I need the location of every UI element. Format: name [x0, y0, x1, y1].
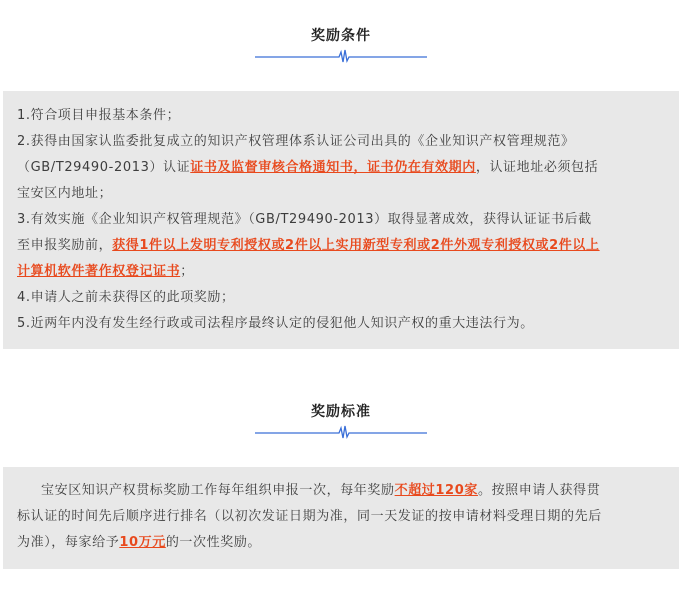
condition-text: （GB/T29490-2013）认证	[17, 160, 191, 175]
section-title-conditions: 奖励条件	[311, 28, 371, 44]
condition-line-1: 1.符合项目申报基本条件；	[17, 108, 181, 123]
conditions-panel	[3, 91, 679, 349]
condition-text: 至申报奖励前，	[17, 238, 113, 253]
condition-line-3	[17, 155, 598, 181]
highlight-text: 10万元	[119, 535, 166, 550]
heartbeat-divider	[255, 425, 427, 441]
highlight-text: 计算机软件著作权登记证书	[17, 264, 181, 279]
section-title-standard: 奖励标准	[311, 404, 371, 420]
condition-line-8: 4.申请人之前未获得区的此项奖励；	[17, 290, 235, 305]
standard-panel	[3, 467, 679, 569]
condition-line-7	[17, 259, 194, 285]
condition-line-9: 5.近两年内没有发生经行政或司法程序最终认定的侵犯他人知识产权的重大违法行为。	[17, 316, 534, 331]
condition-line-6	[17, 233, 600, 259]
condition-text: ；	[180, 264, 194, 279]
standard-text: 宝安区知识产权贯标奖励工作每年组织申报一次，每年奖励	[41, 483, 395, 498]
condition-line-2: 2.获得由国家认监委批复成立的知识产权管理体系认证公司出具的《企业知识产权管理规范》	[17, 134, 575, 149]
highlight-text: 证书及监督审核合格通知书，证书仍在有效期内	[190, 160, 476, 175]
standard-text: 的一次性奖励。	[165, 535, 262, 550]
condition-line-4: 宝安区内地址；	[17, 186, 113, 201]
standard-text: 为准），每家给予	[17, 535, 120, 550]
standard-line-2: 标认证的时间先后顺序进行排名（以初次发证日期为准，同一天发证的按申请材料受理日期的先后	[17, 509, 602, 524]
standard-text: 。按照申请人获得贯	[477, 483, 601, 498]
highlight-text: 不超过120家	[394, 483, 478, 498]
condition-text: ，认证地址必须包括	[475, 160, 599, 175]
standard-line-1	[41, 478, 600, 504]
condition-line-5: 3.有效实施《企业知识产权管理规范》（GB/T29490-2013）取得显著成效，获得认证证书后截	[17, 212, 592, 227]
highlight-text: 获得1件以上发明专利授权或2件以上实用新型专利或2件外观专利授权或2件以上	[112, 238, 600, 253]
standard-line-3	[17, 530, 261, 556]
heartbeat-divider	[255, 49, 427, 65]
